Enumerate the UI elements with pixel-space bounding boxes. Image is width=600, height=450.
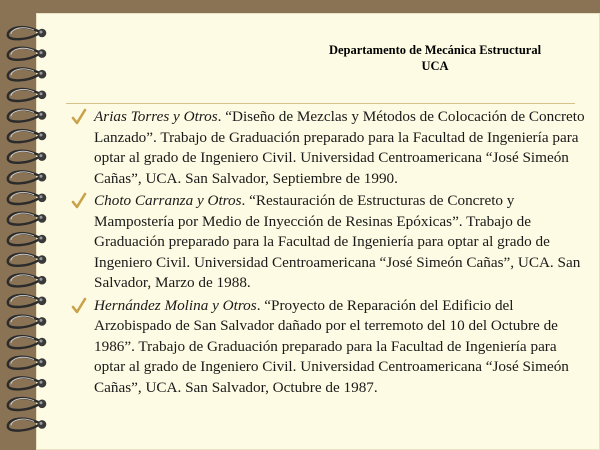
spiral-ring-icon — [8, 213, 46, 225]
spiral-ring-icon — [8, 89, 46, 101]
spiral-ring-icon — [8, 68, 46, 80]
reference-author: Hernández Molina y Otros — [94, 296, 257, 314]
header-divider — [66, 103, 575, 104]
spiral-ring-icon — [8, 171, 46, 183]
spiral-ring-icon — [8, 130, 46, 142]
spiral-ring-icon — [8, 274, 46, 286]
spiral-ring-icon — [8, 110, 46, 122]
reference-text: . “Restauración de Estructuras de Concreto y Mampostería por Medio de Inyección de Resinas Epóxicas”. Trabajo de Graduación preparado para la Facultad de Ingeniería para optar al grado de Ingeniero Civil. Universidad Centroamericana “José Simeón Cañas”, UCA. San Salvador, Marzo de 1988. — [94, 192, 581, 291]
check-mark-icon — [71, 297, 87, 315]
spiral-ring-icon — [8, 419, 46, 431]
spiral-ring-icon — [8, 151, 46, 163]
reference-item — [72, 296, 587, 399]
reference-item — [72, 107, 587, 189]
reference-text: . “Proyecto de Reparación del Edificio del Arzobispado de San Salvador dañado por el terremoto del 10 del Octubre de 1986”. Trabajo de Graduación preparado para la Facultad de Ingeniería para optar al grado de Ingeniero Civil. Universidad Centroamericana “José Simeón Cañas”, UCA. San Salvador, Octubre de 1987. — [94, 296, 569, 396]
spiral-ring-icon — [8, 377, 46, 389]
spiral-ring-icon — [8, 48, 46, 60]
spiral-ring-icon — [8, 192, 46, 204]
reference-text: . “Diseño de Mezclas y Métodos de Colocación de Concreto Lanzado”. Trabajo de Graduación preparado para la Facultad de Ingeniería para optar al grado de Ingeniero Civil. Universidad Centroamericana “José Simeón Cañas”, UCA. San Salvador, Septiembre de 1990. — [94, 108, 585, 187]
spiral-ring-icon — [8, 357, 46, 369]
spiral-binding — [0, 0, 60, 450]
reference-author: Arias Torres y Otros — [94, 108, 218, 125]
spiral-ring-icon — [8, 254, 46, 266]
department-title: Departamento de Mecánica Estructural — [328, 43, 542, 57]
institution-title: UCA — [421, 59, 449, 73]
reference-list — [72, 107, 587, 400]
spiral-ring-icon — [8, 27, 46, 39]
reference-item — [72, 191, 587, 294]
spiral-ring-icon — [8, 295, 46, 307]
check-mark-icon — [71, 108, 87, 126]
reference-author: Choto Carranza y Otros — [94, 192, 242, 209]
spiral-ring-icon — [8, 398, 46, 410]
check-mark-icon — [71, 192, 87, 210]
slide-header — [285, 42, 585, 74]
spiral-ring-icon — [8, 233, 46, 245]
spiral-ring-icon — [8, 316, 46, 328]
spiral-ring-icon — [8, 336, 46, 348]
